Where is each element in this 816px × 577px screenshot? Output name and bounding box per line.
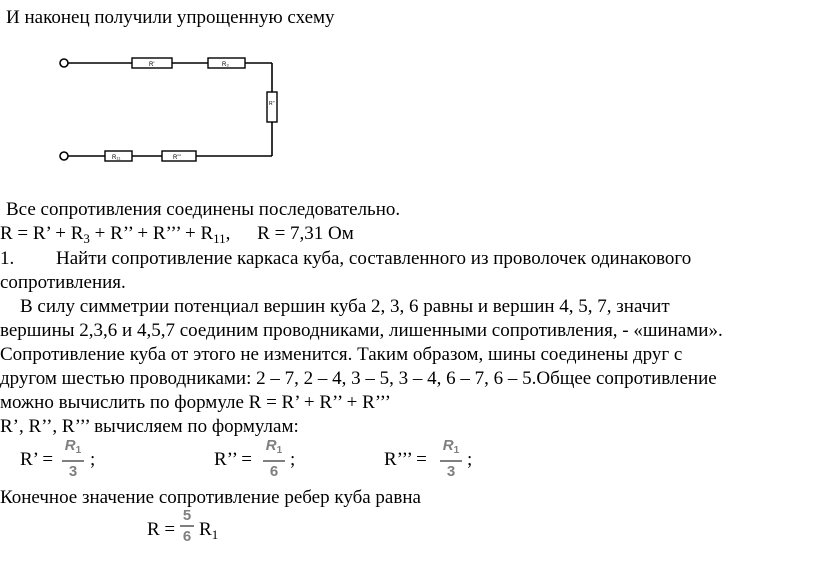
terminal-bottom <box>60 152 68 160</box>
paragraph-line-3: Сопротивление куба от этого не изменится. Таким образом, шины соединены друг с <box>0 344 683 365</box>
fraction-2: $R_1$ 6 <box>263 437 285 480</box>
terminal-top <box>60 59 68 67</box>
final-fraction: 5 6 <box>180 507 194 545</box>
task-number: 1. <box>0 248 15 269</box>
semicolon-3: ; <box>467 449 473 470</box>
label-r-triple-prime: R''' <box>173 155 181 161</box>
final-statement: Конечное значение сопротивление ребер куба равна <box>0 487 421 508</box>
final-formula-rhs: $R_1$ <box>199 519 219 542</box>
paragraph-line-2: вершины 2,3,6 и 4,5,7 соединим проводниками, лишенными сопротивления, - «шинами». <box>0 320 723 341</box>
result-value: R = 7,31 Ом <box>257 223 354 244</box>
fraction-1: $R_1$ 3 <box>62 437 84 480</box>
label-r11: R₁₁ <box>112 155 121 161</box>
label-r-double-prime: R'' <box>269 101 275 107</box>
task-text-2: сопротивления. <box>0 272 126 293</box>
paragraph-line-6: R’, R’’, R’’’ вычисляем по формулам: <box>0 416 299 437</box>
semicolon-2: ; <box>290 449 296 470</box>
paragraph-line-5: можно вычислить по формуле R = R’ + R’’ + R’’’ <box>0 392 391 413</box>
semicolon-1: ; <box>90 449 96 470</box>
final-formula-lhs: R = <box>147 519 176 540</box>
label-r3: R₃ <box>222 62 229 68</box>
formula-2-lhs: R’’ = <box>214 449 252 470</box>
resistor-r-double-prime <box>267 92 277 122</box>
series-statement: Все сопротивления соединены последовательно. <box>6 199 401 220</box>
sum-formula: R = R’ + $R_3 + R$’’ + R’’’ + $R_{11}$, R = 7,31 Ом <box>0 223 354 246</box>
task-text: Найти сопротивление каркаса куба, составленного из проволочек одинакового <box>56 248 692 269</box>
paragraph-line-4: другом шестью проводниками: 2 – 7, 2 – 4, 3 – 5, 3 – 4, 6 – 7, 6 – 5.Общее сопротивление <box>0 368 717 389</box>
formula-1-lhs: R’ = <box>20 449 54 470</box>
fraction-3: $R_1$ 3 <box>440 437 462 480</box>
paragraph-line-1: В силу симметрии потенциал вершин куба 2, 3, 6 равны и вершин 4, 5, 7, значит <box>20 296 670 317</box>
heading: И наконец получили упрощенную схему <box>6 7 335 28</box>
label-r-prime: R' <box>149 62 155 68</box>
formula-3-lhs: R’’’ = <box>384 449 427 470</box>
